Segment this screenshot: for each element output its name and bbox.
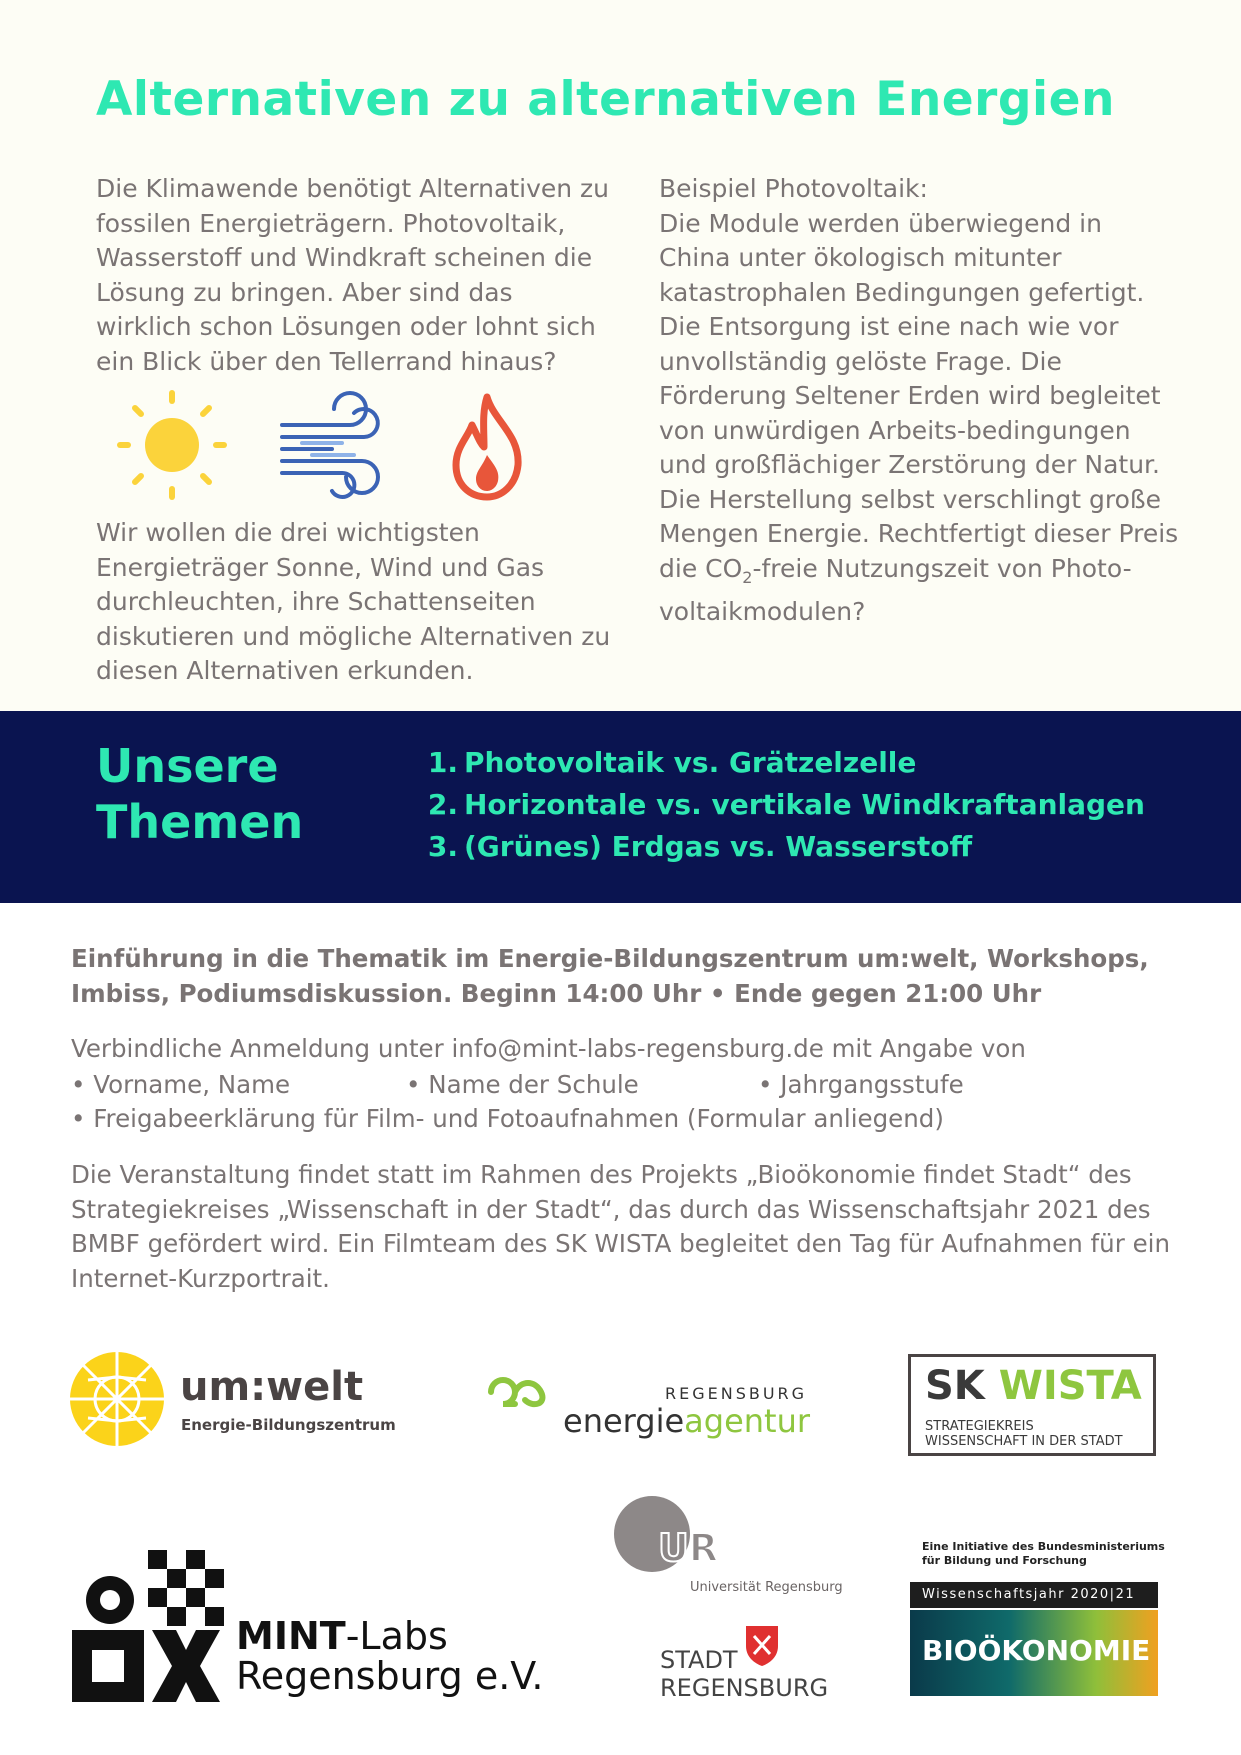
themes-title-line2: Themen: [96, 795, 304, 849]
wj-gradient: [910, 1610, 1158, 1696]
themes-title-line1: Unsere: [96, 739, 279, 793]
energieagentur-city: REGENSBURG: [665, 1384, 808, 1403]
goal-text: Wir wollen die drei wichtigsten Energieträger Sonne, Wind und Gas durchleuchten, ihre Schattenseiten diskutieren und mögliche Alternativen zu diesen Alternativen erkunden.: [96, 518, 611, 685]
list-number: 1.: [427, 746, 458, 779]
coat-of-arms-icon: [744, 1624, 780, 1668]
mintlabs-name: [236, 1614, 448, 1658]
energieagentur-name: [563, 1402, 810, 1440]
umwelt-globe-icon: [68, 1350, 166, 1448]
example-heading: Beispiel Photovoltaik:: [659, 174, 928, 203]
wissenschaftsjahr-logo: [910, 1540, 1165, 1700]
umwelt-name: um:welt: [180, 1364, 364, 1410]
energieagentur-name-a: energie: [563, 1402, 685, 1440]
skwista-name-a: SK: [925, 1363, 999, 1409]
list-label: (Grünes) Erdgas vs. Wasserstoff: [464, 830, 973, 863]
energy-icons: [112, 385, 552, 505]
intro-text: Die Klimawende benötigt Alternativen zu fossilen Energieträgern. Photovoltaik, Wasserstoff und Windkraft scheinen die Lösung zu bringen. Aber sind das wirklich schon Lösungen oder lohnt sich ein Blick über den Tellerrand hinaus?: [96, 174, 610, 376]
ur-mark: UR: [658, 1526, 719, 1570]
example-text: Die Module werden überwiegend in China unter ökologisch mitunter katastrophalen Bedingungen gefertigt. Die Entsorgung ist eine nach wie vor unvollständig gelöste Frage. Die Förderung Seltener Erden wird begleitet von unwürdigen Arbeits-bedingungen und großflächiger Zerstörung der Natur. Die Herstellung selbst verschlingt große Mengen Energie. Rechtfertigt dieser Preis die CO: [659, 208, 1179, 583]
bmbf-line1: Eine Initiative des Bundesministeriums: [922, 1540, 1165, 1553]
energieagentur-logo: [485, 1370, 815, 1450]
themes-list: [424, 742, 1145, 868]
wj-title: BIOÖKONOMIE: [922, 1634, 1151, 1667]
skwista-name: [925, 1363, 1142, 1409]
co2-subscript: 2: [742, 567, 753, 587]
umwelt-logo: [68, 1350, 396, 1450]
skwista-sub2: WISSENSCHAFT IN DER STADT: [925, 1434, 1123, 1449]
list-label: Horizontale vs. vertikale Windkraftanlagen: [464, 788, 1145, 821]
skwista-sub1: STRATEGIEKREIS: [925, 1419, 1034, 1434]
list-number: 3.: [427, 830, 458, 863]
energieagentur-mark-icon: [485, 1372, 557, 1412]
sun-icon: [112, 385, 232, 505]
schedule-text: Einführung in die Thematik im Energie-Bildungszentrum um:welt, Workshops, Imbiss, Podiumsdiskussion. Beginn 14:00 Uhr • Ende gegen 21:00 Uhr: [71, 944, 1149, 1008]
registration-text: Verbindliche Anmeldung unter info@mint-labs-regensburg.de mit Angabe von: [71, 1034, 1026, 1063]
umwelt-sub: Energie-Bildungszentrum: [181, 1416, 396, 1434]
flame-icon: [442, 385, 532, 505]
mintlabs-logo: [72, 1550, 592, 1710]
mintlabs-name-b: -Labs: [345, 1614, 448, 1658]
bullet-grade: • Jahrgangsstufe: [758, 1070, 964, 1099]
bullet-name: • Vorname, Name: [71, 1070, 291, 1099]
skwista-logo: [908, 1354, 1156, 1456]
list-number: 2.: [427, 788, 458, 821]
list-item: [424, 784, 1145, 826]
stadt-regensburg-logo: [660, 1624, 840, 1706]
bmbf-line2: für Bildung und Forschung: [922, 1554, 1087, 1567]
mintlabs-line2: Regensburg e.V.: [236, 1654, 544, 1698]
example-text-end: -freie Nutzungszeit von Photo-voltaikmodulen?: [659, 553, 1132, 626]
photovoltaic-example: [659, 172, 1179, 630]
wind-icon: [272, 385, 392, 505]
bullet-consent: • Freigabeerklärung für Film- und Fotoaufnahmen (Formular anliegend): [71, 1104, 944, 1133]
ur-logo: [612, 1494, 852, 1604]
ur-name: Universität Regensburg: [690, 1580, 843, 1595]
mintlabs-mark-icon: [72, 1550, 224, 1702]
list-label: Photovoltaik vs. Grätzelzelle: [464, 746, 917, 779]
themes-title: [96, 738, 303, 850]
mintlabs-name-a: MINT: [236, 1614, 346, 1658]
bullet-school: • Name der Schule: [406, 1070, 639, 1099]
stadt-line2: REGENSBURG: [660, 1674, 829, 1702]
page-title: Alternativen zu alternativen Energien: [96, 72, 1115, 127]
wj-bar: [910, 1582, 1158, 1608]
list-item: [424, 742, 1145, 784]
wj-bar-text: Wissenschaftsjahr 2020|21: [922, 1587, 1136, 1602]
skwista-name-b: WISTA: [998, 1363, 1142, 1409]
stadt-line1: STADT: [660, 1646, 738, 1674]
energieagentur-name-b: agentur: [684, 1402, 811, 1440]
list-item: [424, 826, 1145, 868]
context-text: Die Veranstaltung findet statt im Rahmen des Projekts „Bioökonomie findet Stadt“ des Strategiekreises „Wissenschaft in der Stadt“, das durch das Wissenschaftsjahr 2021 des BMBF gefördert wird. Ein Filmteam des SK WISTA begleitet den Tag für Aufnahmen für ein Internet-Kurzportrait.: [71, 1160, 1170, 1293]
